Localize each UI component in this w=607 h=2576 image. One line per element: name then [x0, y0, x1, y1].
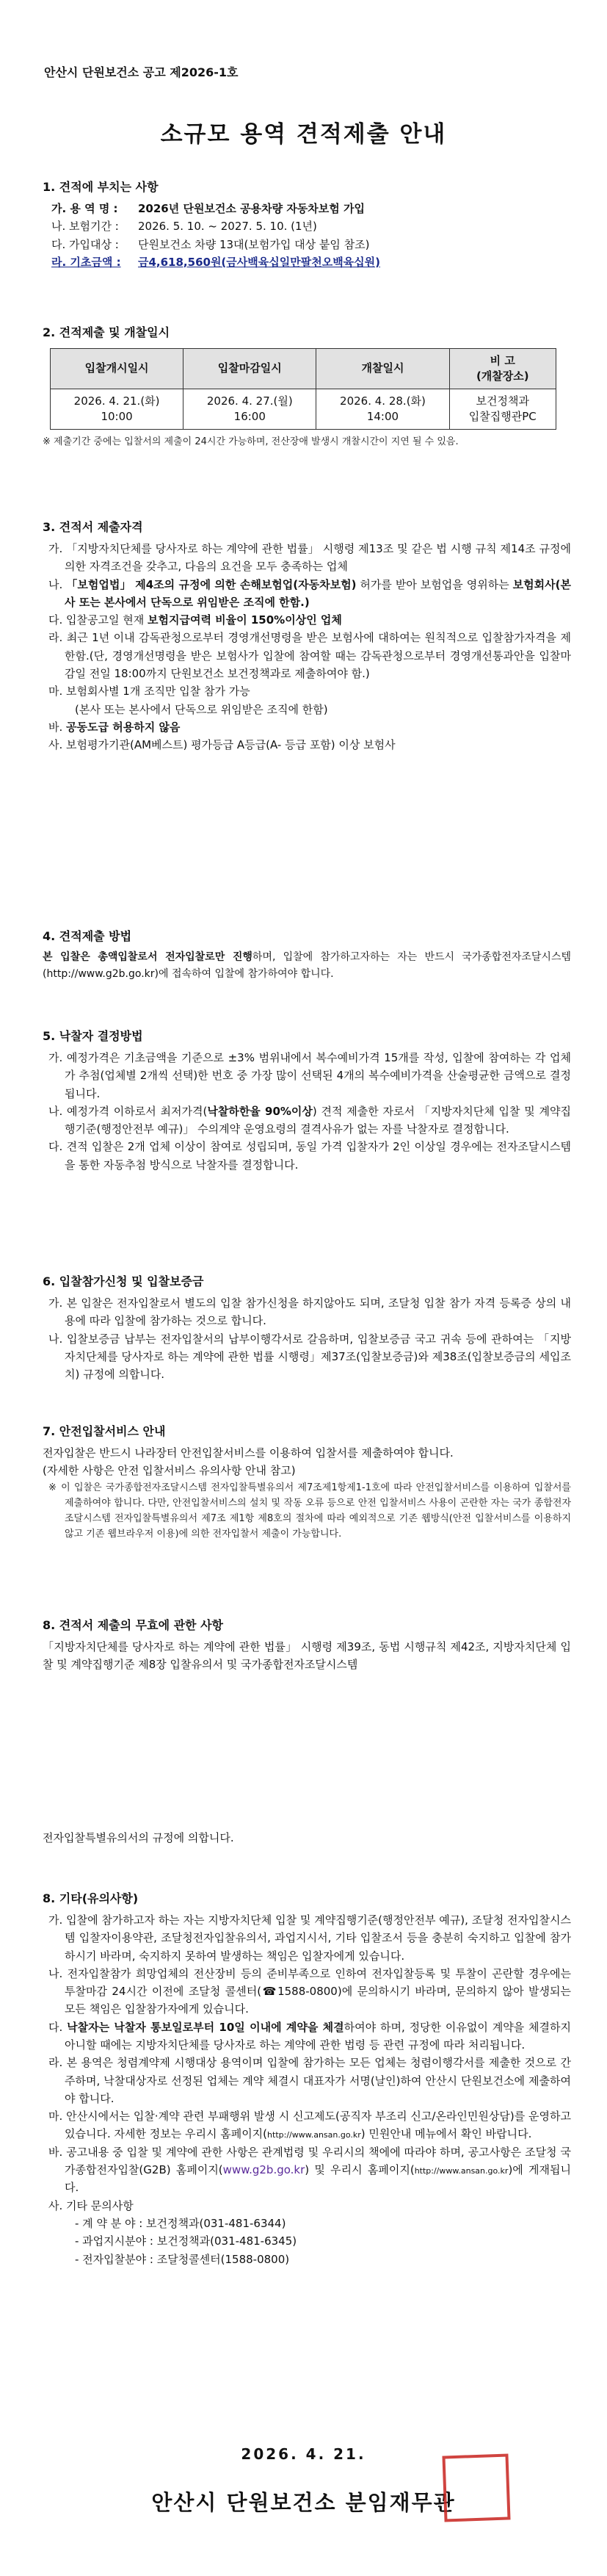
- table-header-cell: 입찰개시일시: [51, 348, 183, 389]
- table-cell: 2026. 4. 28.(화) 14:00: [316, 389, 449, 429]
- table-cell: 2026. 4. 21.(화) 10:00: [51, 389, 183, 429]
- insurance-period-row: 나. 보험기간 : 2026. 5. 10. ~ 2027. 5. 10. (1년): [51, 220, 317, 234]
- table-cell: 2026. 4. 27.(월) 16:00: [183, 389, 316, 429]
- table-cell: 보건정책과 입찰집행관PC: [449, 389, 556, 429]
- section-eligibility: [43, 518, 571, 754]
- section-heading: 8. 견적서 제출의 무효에 관한 사항: [43, 1618, 223, 1632]
- section-notes: [43, 1889, 571, 2268]
- page-title: 소규모 용역 견적제출 안내: [160, 121, 447, 148]
- safe-bid-line: (자세한 사항은 안전 입찰서비스 유의사항 안내 참고): [43, 1464, 296, 1478]
- section-scope: [43, 178, 571, 271]
- section-heading: 8. 기타(유의사항): [43, 1891, 139, 1905]
- invalid-bid-continued: 전자입찰특별유의서의 규정에 의합니다.: [43, 1831, 234, 1844]
- base-amount-row: 라. 기초금액 : 금4,618,560원(금사백육십일만팔천오백육십원): [51, 255, 381, 269]
- list-item: 가. 입찰에 참가하고자 하는 자는 지방자치단체 입찰 및 계약집행기준(행정안전부 예규), 조달청 전자입찰시스템 입찰자이용약관, 조달청전자입찰유의서, 과업지시서, 기타 입찰조서 등을 충분히 숙지하고 입찰에 참가하시기 바라며, 숙지하지 못하여 발생하는 책임은 입찰자에게 있습니다.: [48, 1913, 571, 1963]
- list-item: 바. 공고내용 중 입찰 및 계약에 관한 사항은 관계법령 및 우리시의 책에에 따라야 하며, 공고사항은 조달청 국가종합전자입찰(G2B) 홈페이지(www.g2b.go.kr) 및 우리시 홈페이지(http://www.ansan.go.kr)에 게재됩니다.: [48, 2145, 571, 2195]
- list-item: 가. 「지방자치단체를 당사자로 하는 계약에 관한 법률」 시행령 제13조 및 같은 법 시행 규칙 제14조 규정에 의한 자격조건을 갖추고, 다음의 요건을 모두 충족하는 업체: [48, 541, 571, 574]
- section-schedule: [43, 323, 571, 450]
- section-submission-method: [43, 927, 571, 982]
- list-item: 마. 보험회사별 1개 조직만 입찰 참가 가능: [48, 685, 250, 699]
- section-heading: 1. 견적에 부치는 사항: [43, 180, 159, 194]
- official-seal: [442, 2453, 510, 2522]
- list-item: 다. 낙찰자는 낙찰자 통보일로부터 10일 이내에 계약을 체결하여야 하며, 정당한 이유없이 계약을 체결하지 아니할 때에는 지방자치단체를 당사자로 하는 계약에 관한 법령 등 관련 규정에 따라 처리됩니다.: [48, 2020, 571, 2052]
- notice-number: 안산시 단원보건소 공고 제2026-1호: [44, 65, 239, 79]
- table-header-cell: 입찰마감일시: [183, 348, 316, 389]
- section-award-method: [43, 1027, 571, 1174]
- schedule-note: ※ 제출기간 중에는 입찰서의 제출이 24시간 가능하며, 전산장애 발생시 개찰시간이 지연 될 수 있음.: [43, 436, 459, 447]
- safe-bid-note: ※ 이 입찰은 국가종합전자조달시스템 전자입찰특별유의서 제7조제1항제1-1호에 따라 안전입찰서비스를 이용하여 입찰서를 제출하여야 합니다. 다만, 안전입찰서비스의 설치 및 작동 오류 등으로 안전 입찰서비스 사용이 곤란한 자는 국가 종합전자조달시스템 전자입찰특별유의서 제7조 제1항 제8호의 절차에 따라 예외적으로 기존 웹방식(안전 입찰서비스를 이용하지 않고 기존 웹브라우저 이용)에 의한 전자입찰서 제출이 가능합니다.: [48, 1482, 571, 1540]
- section-heading: 7. 안전입찰서비스 안내: [43, 1424, 166, 1438]
- list-item: 나. 입찰보증금 납부는 전자입찰서의 납부이행각서로 갈음하며, 입찰보증금 국고 귀속 등에 관하여는 「지방자치단체를 당사자로 하는 계약에 관한 법률 시행령」제37조(입찰보증금)와 제38조(입찰보증금의 세입조치) 규정에 의합니다.: [48, 1332, 571, 1382]
- list-item: 가. 본 입찰은 전자입찰로서 별도의 입찰 참가신청을 하지않아도 되며, 조달청 입찰 참가 자격 등록증 상의 내용에 따라 입찰에 참가하는 것으로 합니다.: [48, 1296, 571, 1328]
- section-heading: 6. 입찰참가신청 및 입찰보증금: [43, 1274, 204, 1288]
- table-header-cell: 개찰일시: [316, 348, 449, 389]
- insured-target-row: 다. 가입대상 : 단원보건소 차량 13대(보험가입 대상 붙임 참조): [51, 237, 370, 251]
- table-header-cell: 비 고 (개찰장소): [449, 348, 556, 389]
- invalid-bid-text: 「지방자치단체를 당사자로 하는 계약에 관한 법률」 시행령 제39조, 동법 시행규칙 제42조, 지방자치단체 입찰 및 계약집행기준 제8장 입찰유의서 및 국가종합전자조달시스템: [43, 1639, 571, 1672]
- service-name-row: 가. 용 역 명 : 2026년 단원보건소 공용차량 자동차보험 가입: [51, 201, 365, 215]
- list-item: 사. 기타 문의사항: [48, 2198, 134, 2212]
- list-item: 나. 「보험업법」 제4조의 규정에 의한 손해보험업(자동차보험) 허가를 받아 보험업을 영위하는 보험회사(본사 또는 본사에서 단독으로 위임받은 조직에 한함.): [48, 577, 571, 609]
- list-item: 가. 예정가격은 기초금액을 기준으로 ±3% 범위내에서 복수예비가격 15개를 작성, 입찰에 참여하는 각 업체가 추첨(업체별 2개씩 선택)한 번호 중 가장 많이 선택된 4개의 복수예비가격을 산술평균한 금액으로 결정됩니다.: [48, 1050, 571, 1100]
- list-item: 다. 견적 입찰은 2개 업체 이상이 참여로 성립되며, 동일 가격 입찰자가 2인 이상일 경우에는 전자조달시스템을 통한 자동추첨 방식으로 낙찰자를 결정합니다.: [48, 1140, 571, 1172]
- submission-method-text: 본 입찰은 총액입찰로서 전자입찰로만 진행하며, 입찰에 참가하고자하는 자는 반드시 국가종합전자조달시스템(http://www.g2b.go.kr)에 접속하여 입찰에 참가하여야 합니다.: [43, 950, 571, 980]
- list-item: 바. 공동도급 허용하지 않음: [48, 720, 181, 734]
- ansan-homepage-link[interactable]: http://www.ansan.go.kr: [414, 2166, 509, 2176]
- list-item: 사. 보험평가기관(AM베스트) 평가등급 A등급(A- 등급 포함) 이상 보험사: [48, 738, 396, 752]
- schedule-table: [50, 348, 556, 430]
- section-heading: 5. 낙찰자 결정방법: [43, 1029, 143, 1043]
- section-heading: 4. 견적제출 방법: [43, 929, 132, 943]
- section-heading: 3. 견적서 제출자격: [43, 520, 143, 534]
- list-item: 라. 본 용역은 청렴계약제 시행대상 용역이며 입찰에 참가하는 모든 업체는 청렴이행각서를 제출한 것으로 간주하며, 낙찰대상자로 선정된 업체는 계약 체결시 대표자가 서명(날인)하여 안산시 단원보건소에 제출하여야 합니다.: [48, 2056, 571, 2105]
- list-item: (본사 또는 본사에서 단독으로 위임받은 조직에 한함): [75, 702, 328, 716]
- ansan-homepage-link[interactable]: http://www.ansan.go.kr: [267, 2130, 361, 2140]
- list-item: 라. 최근 1년 이내 감독관청으로부터 경영개선명령을 받은 보험사에 대하여는 원칙적으로 입찰참가자격을 제한함.(단, 경영개선명령을 받은 보험사가 입찰에 참여할 때는 감독관청으로부터 경영개선통과안을 입찰마감일 전일 18:00까지 단원보건소 보건정책과로 제출하여야 함.): [48, 631, 571, 680]
- issuer-name: 안산시 단원보건소 분임재무관: [151, 2490, 456, 2515]
- section-heading: 2. 견적제출 및 개찰일시: [43, 325, 170, 339]
- list-item: 나. 전자입찰참가 희망업체의 전산장비 등의 준비부족으로 인하여 전자입찰등록 및 투찰이 곤란할 경우에는 투찰마감 24시간 이전에 조달청 콜센터(☎1588-0800)에 문의하시기 바라며, 문의하지 않아 발생되는 모든 책임은 입찰참가자에게 있습니다.: [48, 1966, 571, 2016]
- contact-line: - 과업지시분야 : 보건정책과(031-481-6345): [75, 2234, 297, 2248]
- contact-line: - 전자입찰분야 : 조달청콜센터(1588-0800): [75, 2252, 290, 2266]
- section-safe-bid: [43, 1422, 571, 1542]
- list-item: 나. 예정가격 이하로서 최저가격(낙찰하한율 90%이상) 견적 제출한 자로서 「지방자치단체 입찰 및 계약집행기준(행정안전부 예규)」 수의계약 운영요령의 결격사유가 없는 자를 낙찰자로 결정합니다.: [48, 1104, 572, 1136]
- list-item: 마. 안산시에서는 입찰·계약 관련 부패행위 발생 시 신고제도(공직자 부조리 신고/온라인민원상담)를 운영하고 있습니다. 자세한 정보는 우리시 홈페이지(http://www.ansan.go.kr) 민원안내 메뉴에서 확인 바랍니다.: [48, 2110, 571, 2141]
- safe-bid-line: 전자입찰은 반드시 나라장터 안전입찰서비스를 이용하여 입찰서를 제출하여야 합니다.: [43, 1446, 454, 1460]
- contact-line: - 계 약 분 야 : 보건정책과(031-481-6344): [75, 2216, 286, 2230]
- section-invalid-bid: [43, 1616, 571, 1674]
- notice-date: 2026. 4. 21.: [241, 2445, 366, 2463]
- g2b-homepage-link[interactable]: www.g2b.go.kr: [222, 2163, 305, 2177]
- list-item: 다. 입찰공고일 현재 보험지급여력 비율이 150%이상인 업체: [48, 613, 342, 627]
- section-deposit: [43, 1272, 571, 1383]
